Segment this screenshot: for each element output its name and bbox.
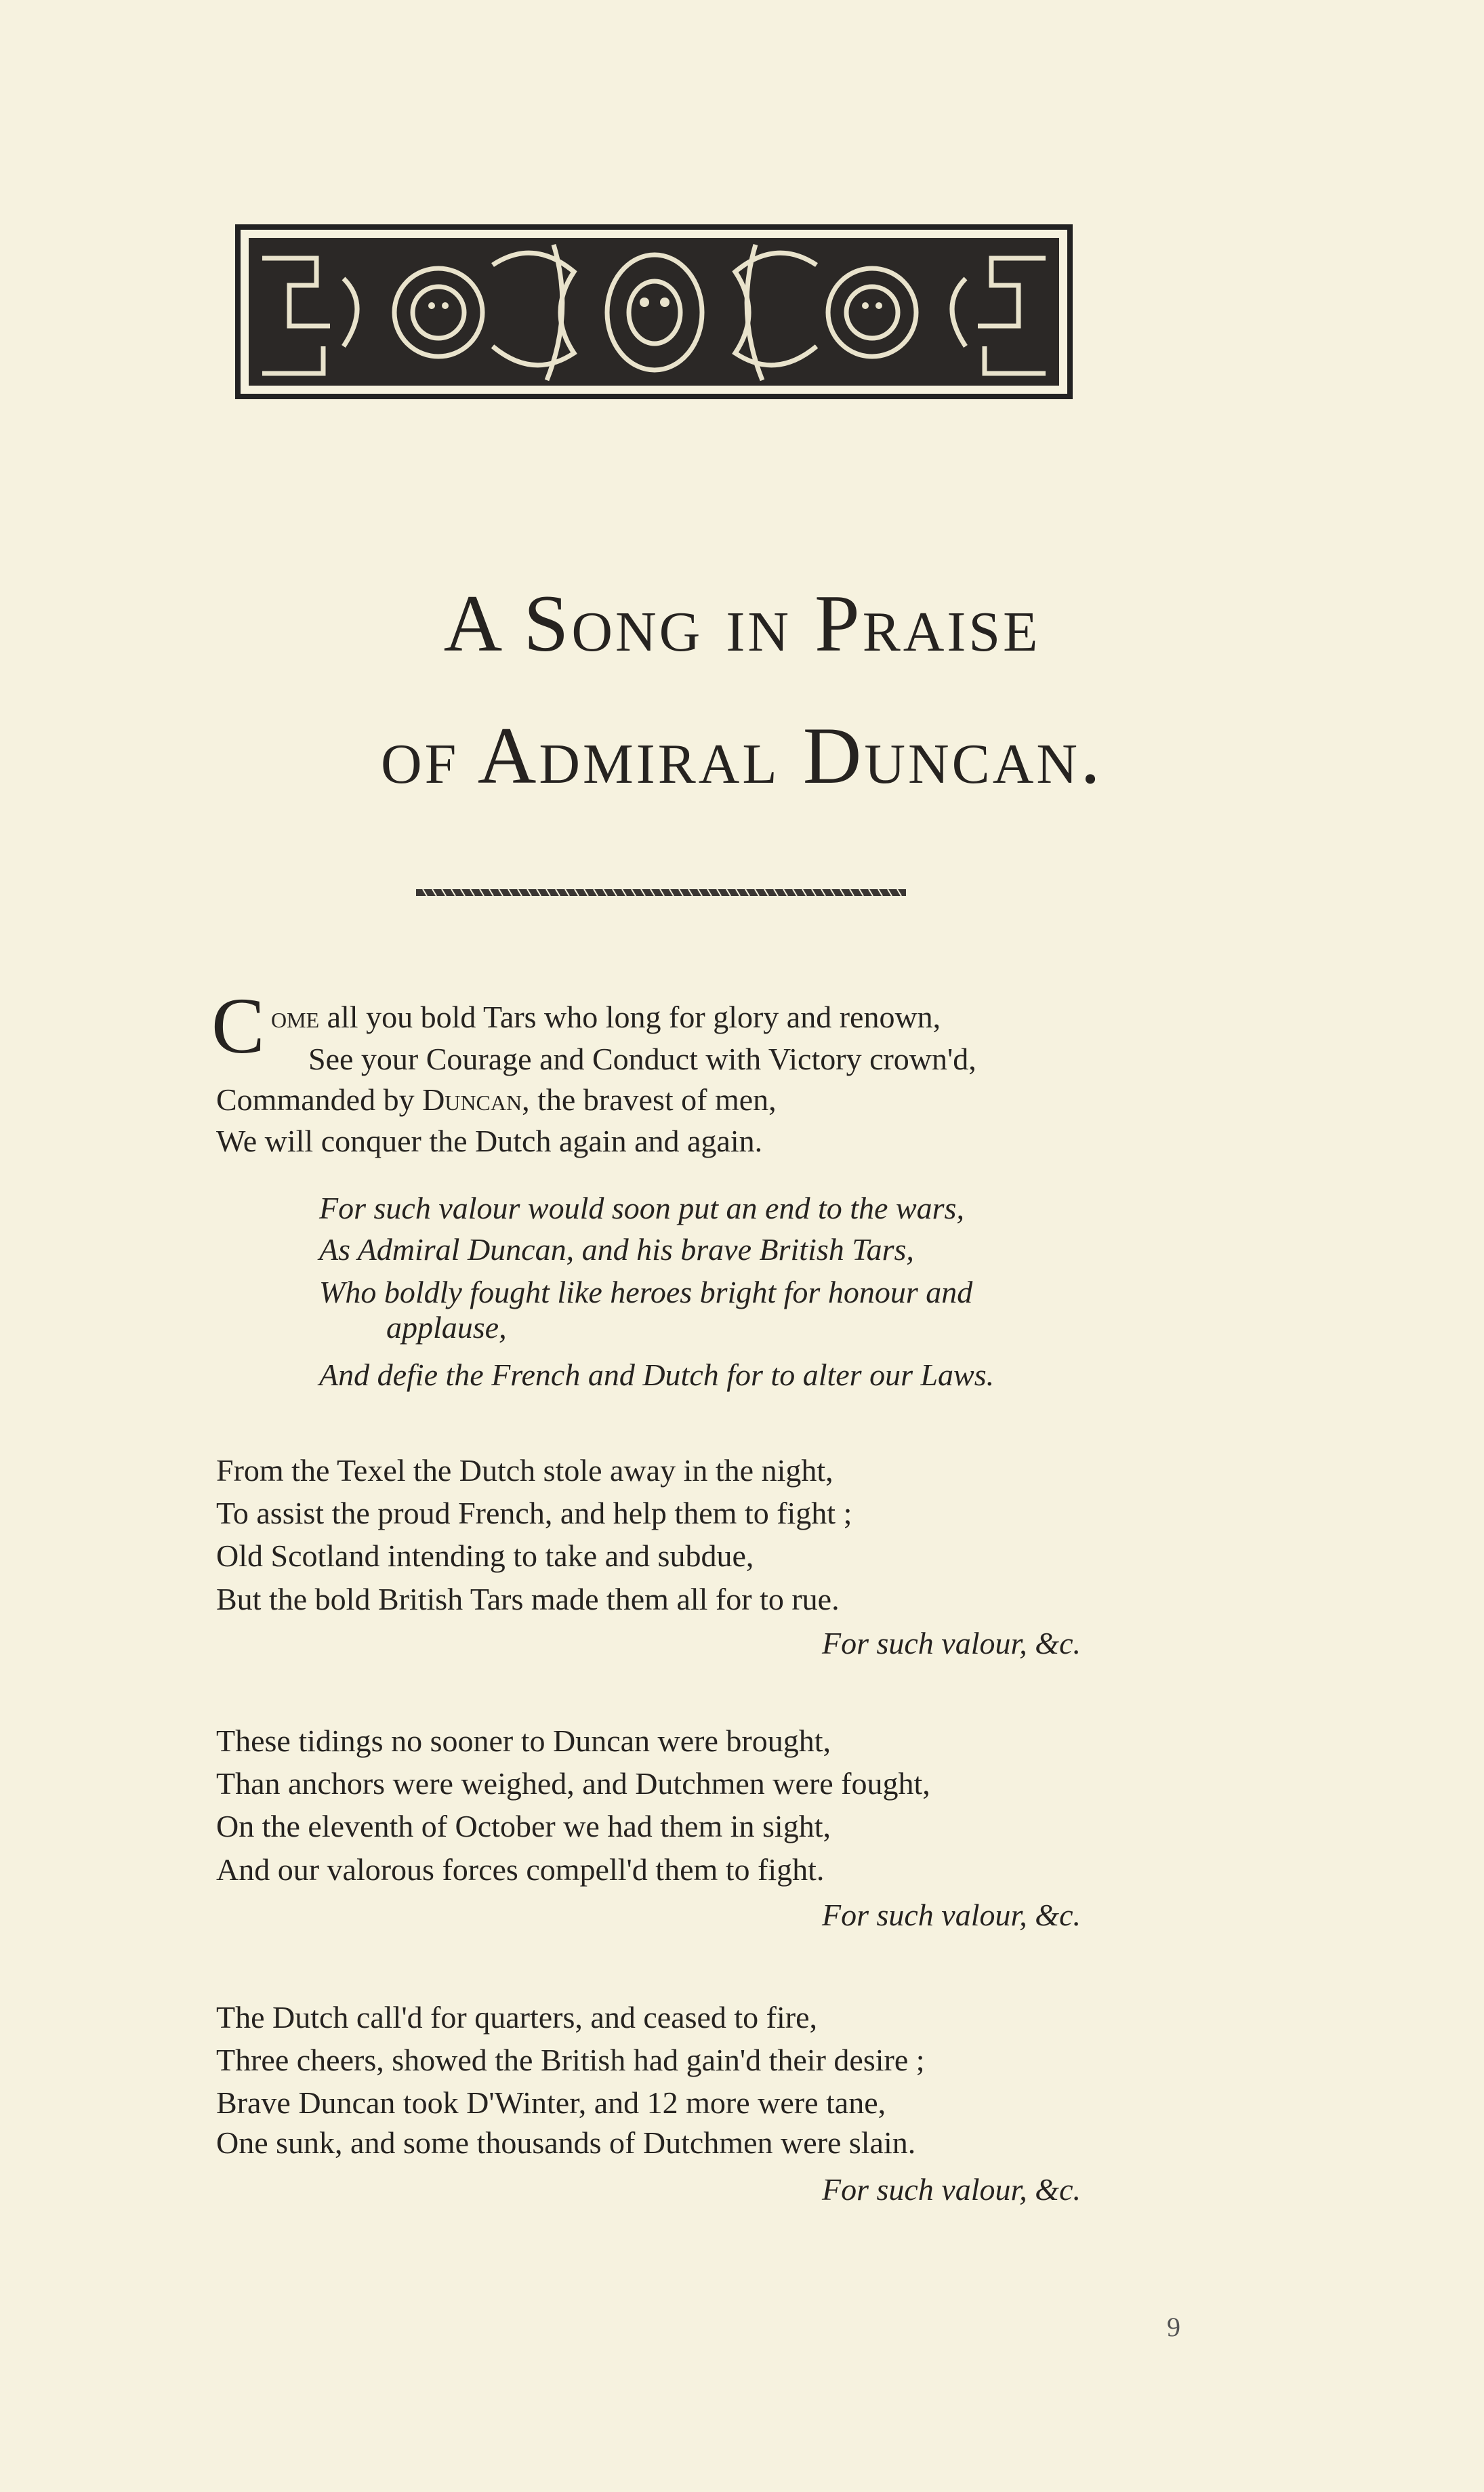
verse-text: Commanded by (216, 1082, 423, 1117)
refrain-line: For such valour, &c. (821, 2172, 1081, 2207)
chorus-line: And defie the French and Dutch for to alter our Laws. (319, 1357, 995, 1392)
chorus-line: As Admiral Duncan, and his brave British Tars, (319, 1232, 914, 1267)
title-line-1: A Song in Praise (443, 578, 1041, 668)
verse-line: One sunk, and some thousands of Dutchmen were slain. (216, 2125, 916, 2160)
ornamental-headpiece (235, 218, 1074, 410)
verse-line: Than anchors were weighed, and Dutchmen were fought, (216, 1766, 930, 1801)
decorative-rule (416, 886, 906, 900)
verse-line: Brave Duncan took D'Winter, and 12 more were tane, (216, 2085, 886, 2120)
verse-line: On the eleventh of October we had them in sight, (216, 1809, 831, 1843)
chorus-line: applause, (386, 1310, 507, 1345)
page-number: 9 (1167, 2312, 1180, 2342)
refrain-line: For such valour, &c. (821, 1898, 1081, 1932)
verse-text: all you bold Tars who long for glory and renown, (319, 1000, 941, 1034)
verse-line: And our valorous forces compell'd them to fight. (216, 1852, 825, 1887)
verse-text: , the bravest of men, (522, 1082, 777, 1117)
small-caps-name: Duncan (422, 1082, 522, 1117)
verse-line (271, 1002, 941, 1033)
verse-line: From the Texel the Dutch stole away in the night, (216, 1453, 833, 1488)
drop-cap: C (211, 981, 265, 1070)
verse-line: The Dutch call'd for quarters, and ceased to fire, (216, 2000, 818, 2035)
verse-line: We will conquer the Dutch again and again. (216, 1124, 763, 1158)
small-caps-text: ome (271, 1000, 320, 1034)
title-line-2: of Admiral Duncan. (380, 710, 1104, 800)
verse-line: Old Scotland intending to take and subdue, (216, 1538, 754, 1573)
refrain-line: For such valour, &c. (821, 1626, 1081, 1660)
verse-line: These tidings no sooner to Duncan were brought, (216, 1723, 831, 1758)
chorus-line: Who boldly fought like heroes bright for honour and (319, 1275, 973, 1309)
verse-line: Three cheers, showed the British had gain'd their desire ; (216, 2043, 925, 2077)
verse-line: To assist the proud French, and help them to fight ; (216, 1496, 852, 1530)
verse-line: But the bold British Tars made them all for to rue. (216, 1582, 840, 1616)
verse-line (216, 1084, 777, 1116)
verse-line: See your Courage and Conduct with Victory crown'd, (308, 1042, 976, 1076)
chorus-line: For such valour would soon put an end to the wars, (319, 1191, 964, 1225)
